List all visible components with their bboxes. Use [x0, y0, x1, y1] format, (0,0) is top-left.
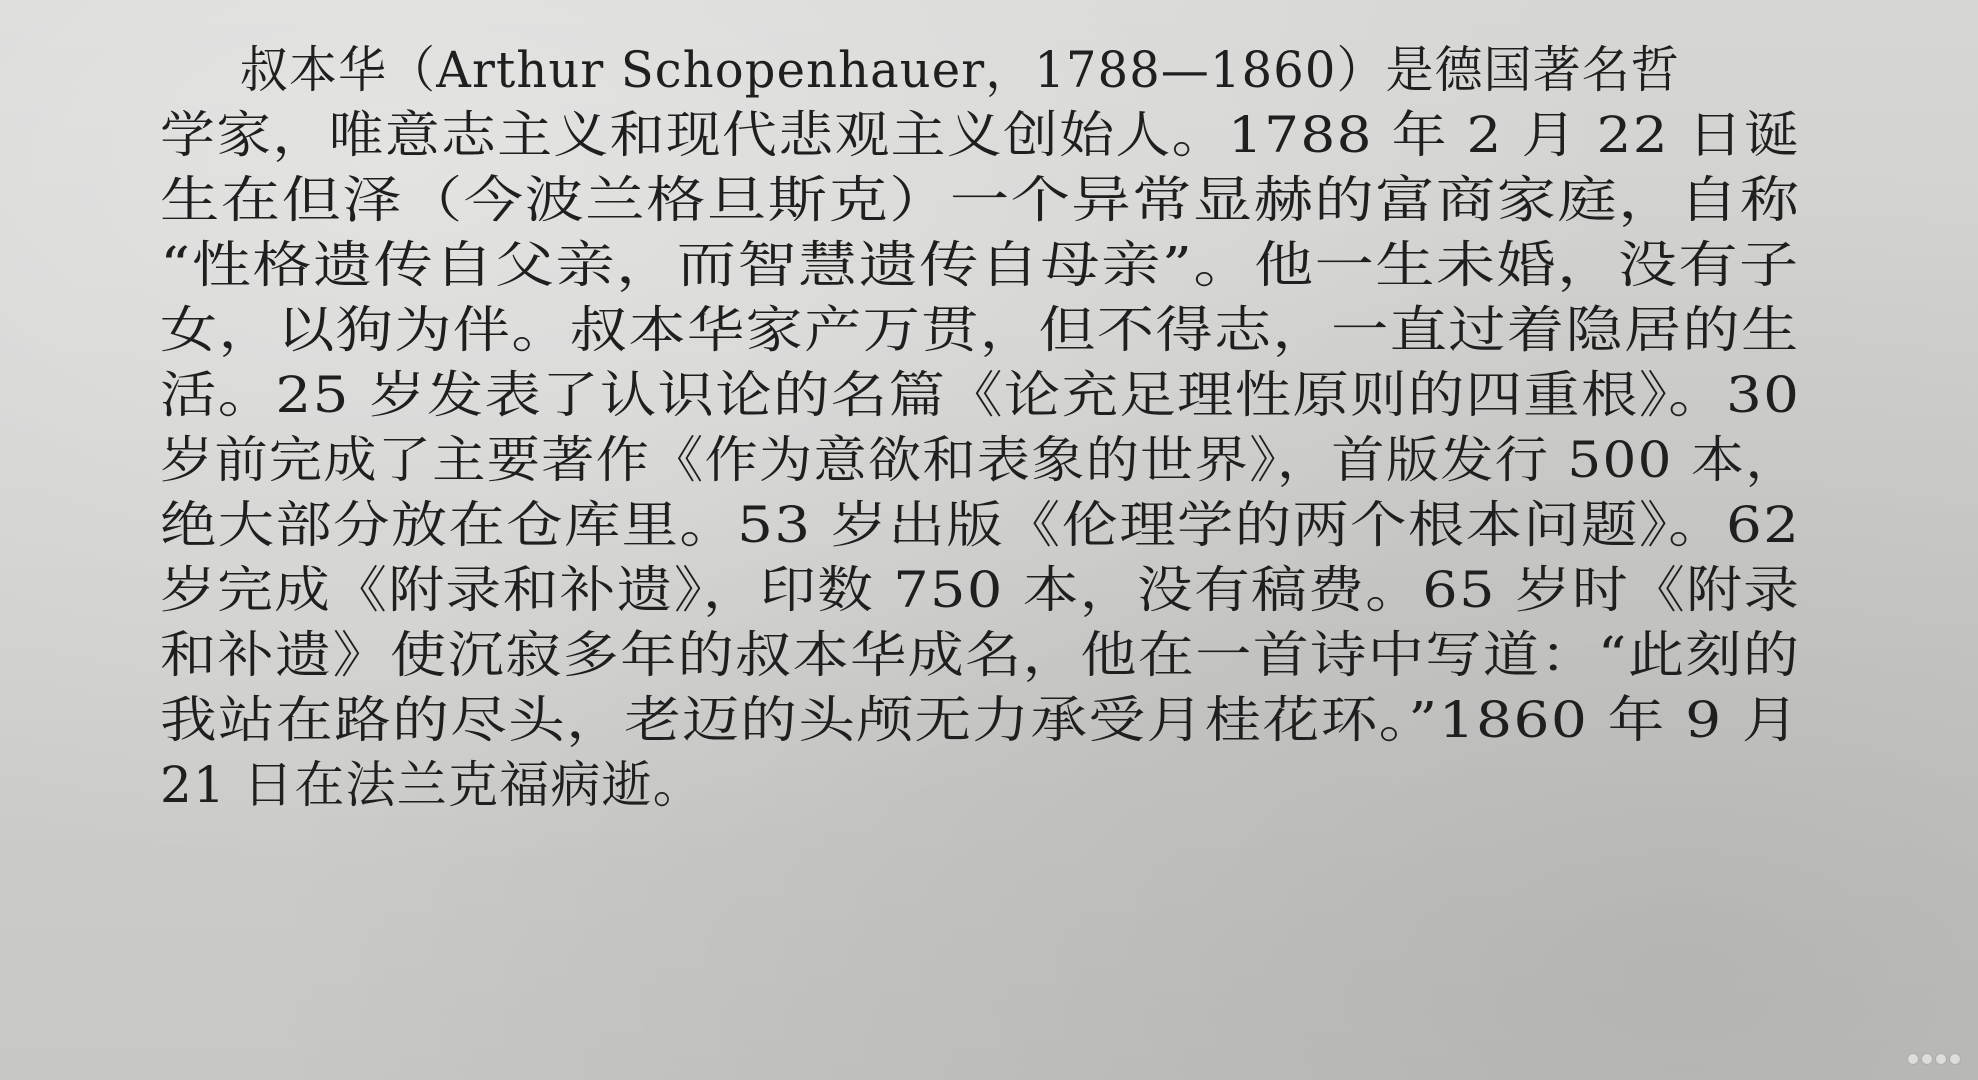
text-line-3: 生在但泽（今波兰格旦斯克）一个异常显赫的富商家庭，自称 — [160, 171, 1801, 229]
watermark-dots — [1894, 1050, 1960, 1068]
watermark-dot-icon — [1922, 1054, 1932, 1064]
watermark-dot-icon — [1908, 1054, 1918, 1064]
text-line-1: 叔本华（Arthur Schopenhauer，1788—1860）是德国著名哲 — [240, 41, 1680, 99]
text-line-7: 岁前完成了主要著作《作为意欲和表象的世界》，首版发行 500 本， — [160, 431, 1800, 489]
text-line-5: 女，以狗为伴。叔本华家产万贯，但不得志，一直过着隐居的生 — [160, 301, 1800, 359]
watermark-dot-icon — [1950, 1054, 1960, 1064]
watermark-dot-icon — [1936, 1054, 1946, 1064]
text-line-9: 岁完成《附录和补遗》，印数 750 本，没有稿费。65 岁时《附录 — [160, 561, 1801, 619]
text-line-2: 学家，唯意志主义和现代悲观主义创始人。1788 年 2 月 22 日诞 — [160, 106, 1801, 164]
text-line-6: 活。25 岁发表了认识论的名篇《论充足理性原则的四重根》。30 — [160, 366, 1801, 424]
text-line-11: 我站在路的尽头，老迈的头颅无力承受月桂花环。”1860 年 9 月 — [160, 691, 1800, 749]
text-line-8: 绝大部分放在仓库里。53 岁出版《伦理学的两个根本问题》。62 — [160, 496, 1801, 554]
text-line-4: “性格遗传自父亲，而智慧遗传自母亲”。他一生未婚，没有子 — [160, 236, 1800, 294]
text-line-12: 21 日在法兰克福病逝。 — [160, 756, 704, 814]
text-line-10: 和补遗》使沉寂多年的叔本华成名，他在一首诗中写道：“此刻的 — [160, 626, 1801, 684]
